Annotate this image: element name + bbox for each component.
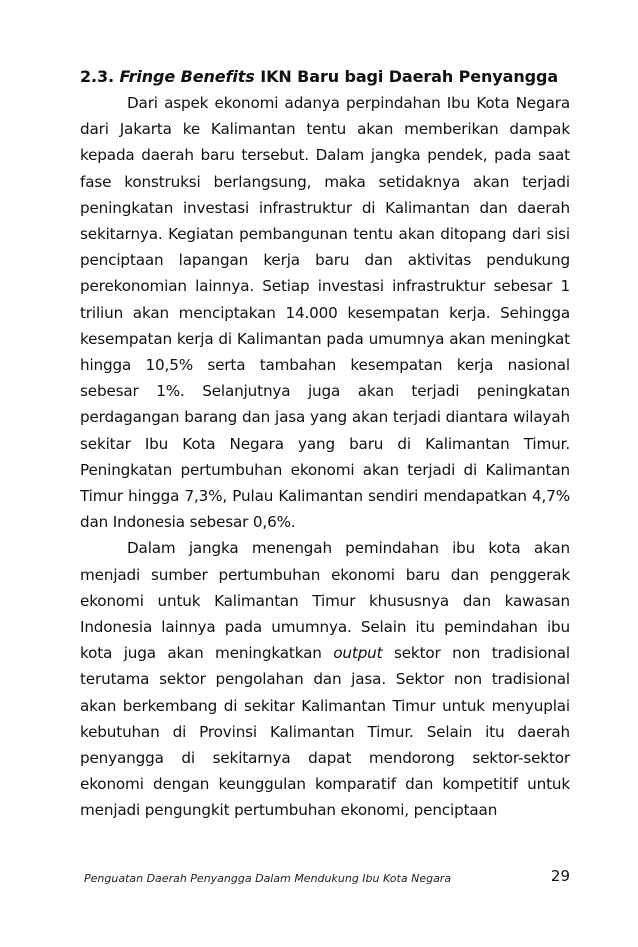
- section-title-rest: IKN Baru bagi Daerah Penyangga: [260, 67, 559, 86]
- paragraph-2: [80, 535, 570, 823]
- paragraph-1: Dari aspek ekonomi adanya perpindahan Ibu Kota Negara dari Jakarta ke Kalimantan tentu akan memberikan dampak kepada daerah baru tersebut. Dalam jangka pendek, pada saat fase konstruksi berlangsung, maka setidaknya akan terjadi peningkatan investasi infrastruktur di Kalimantan dan daerah sekitarnya. Kegiatan pembangunan tentu akan ditopang dari sisi penciptaan lapangan kerja baru dan aktivitas pendukung perekonomian lainnya. Setiap investasi infrastruktur sebesar 1 triliun akan menciptakan 14.000 kesempatan kerja. Sehingga kesempatan kerja di Kalimantan pada umumnya akan meningkat hingga 10,5% serta tambahan kesempatan kerja nasional sebesar 1%. Selanjutnya juga akan terjadi peningkatan perdagangan barang dan jasa yang akan terjadi diantara wilayah sekitar Ibu Kota Negara yang baru di Kalimantan Timur. Peningkatan pertumbuhan ekonomi akan terjadi di Kalimantan Timur hingga 7,3%, Pulau Kalimantan sendiri mendapatkan 4,7% dan Indonesia sebesar 0,6%.: [80, 94, 570, 532]
- section-heading: [80, 64, 570, 90]
- running-title: Penguatan Daerah Penyangga Dalam Mendukung Ibu Kota Negara: [84, 872, 452, 885]
- page-number: 29: [550, 867, 570, 885]
- section-title-italic: Fringe Benefits: [119, 67, 255, 86]
- page-body: [80, 64, 570, 824]
- paragraph-2-italic-term: output: [333, 644, 383, 663]
- paragraph-2-text-before: Dalam jangka menengah pemindahan ibu kota akan menjadi sumber pertumbuhan ekonomi baru dan penggerak ekonomi untuk Kalimantan Timur khususnya dan kawasan Indonesia lainnya pada umumnya. Selain itu pemindahan ibu kota juga akan meningkatkan: [80, 539, 570, 663]
- section-number: 2.3.: [80, 67, 115, 86]
- page-footer: [80, 869, 570, 889]
- paragraph-2-text-after: sektor non tradisional terutama sektor pengolahan dan jasa. Sektor non tradisional akan berkembang di sekitar Kalimantan Timur untuk menyuplai kebutuhan di Provinsi Kalimantan Timur. Selain itu daerah penyangga di sekitarnya dapat mendorong sektor-sektor ekonomi dengan keunggulan komparatif dan kompetitif untuk menjadi pengungkit pertumbuhan ekonomi, penciptaan: [80, 644, 570, 820]
